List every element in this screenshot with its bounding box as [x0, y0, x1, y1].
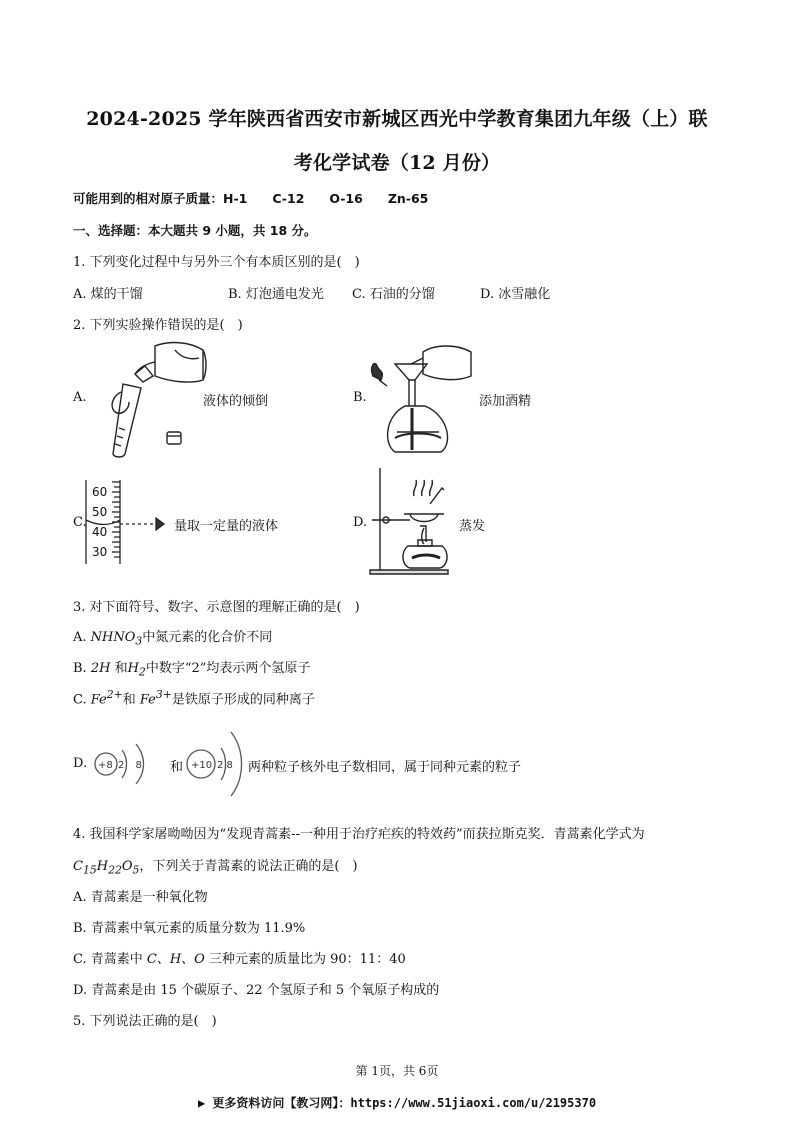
q3-c-fe3-charge: 3+: [155, 688, 172, 701]
q3-c-fe-2: Fe: [139, 692, 156, 708]
q3-option-a: [73, 626, 272, 648]
q4-stem-tail: ，下列关于青蒿素的说法正确的是( ): [139, 859, 358, 874]
particle2-nucleus: +10: [191, 760, 213, 771]
q4-option-b: B. 青蒿素中氧元素的质量分数为 11.9%: [73, 921, 306, 936]
q3-b-and: 和: [110, 661, 128, 676]
q2-d-caption: 蒸发: [459, 519, 486, 534]
q3-option-b: [73, 657, 310, 679]
particle1-shells: 2 8: [118, 760, 146, 771]
q4-c-elements: C、H、O: [146, 952, 205, 967]
q4-formula-h: H: [96, 859, 109, 874]
page-number: 第 1页，共 6页: [355, 1064, 439, 1078]
q3-d-text: 两种粒子核外电子数相同，属于同种元素的粒子: [248, 760, 522, 775]
q4-formula-o: O: [121, 859, 133, 874]
q4-c-text: 三种元素的质量比为 90：11：40: [204, 952, 406, 967]
q3-c-and: 和: [122, 692, 140, 708]
q1-option-a: A. 煤的干馏: [73, 287, 143, 302]
atomic-masses: 可能用到的相对原子质量：H-1 C-12 O-16 Zn-65: [73, 191, 429, 206]
q4-stem-line1: 4. 我国科学家屠呦呦因为“发现青蒿素--一种用于治疗疟疾的特效药”而获拉斯克奖．青蒿素化学式为: [73, 827, 645, 842]
q4-formula-o-sub: 5: [132, 863, 140, 877]
cylinder-tick-50: 50: [92, 505, 108, 519]
particle1-nucleus: +8: [98, 760, 113, 771]
q3-c-fe2-charge: 2+: [106, 688, 123, 701]
q4-formula-c-sub: 15: [82, 863, 97, 877]
q2-d-label: D.: [353, 515, 368, 530]
q3-a-formula: NHNO: [90, 630, 136, 645]
resource-link-bar[interactable]: ▶ 更多资料访问【教习网】：https://www.51jiaoxi.com/u/2195370: [197, 1096, 597, 1110]
q4-option-a: A. 青蒿素是一种氧化物: [73, 890, 208, 905]
liquid-pouring-figure: [95, 336, 215, 458]
particle-diagram-oxygen: [92, 736, 162, 792]
cylinder-tick-40: 40: [92, 525, 108, 539]
q3-a-text: 中氮元素的化合价不同: [142, 630, 273, 645]
q2-stem: 2. 下列实验操作错误的是( ): [73, 318, 243, 333]
q4-formula-h-sub: 22: [108, 863, 122, 877]
q1-option-d: D. 冰雪融化: [480, 287, 551, 302]
exam-title-line2: 考化学试卷（12 月份）: [293, 152, 501, 174]
q2-c-caption: 量取一定量的液体: [174, 519, 279, 534]
q3-b-prefix: B.: [73, 661, 91, 676]
q2-a-label: A.: [73, 390, 87, 405]
q3-c-prefix: C.: [73, 692, 91, 708]
q3-c-fe: Fe: [90, 692, 107, 708]
particle-diagram-neon: [183, 722, 251, 802]
q5-stem: 5. 下列说法正确的是( ): [73, 1014, 217, 1029]
q4-option-d: D. 青蒿素是由 15 个碳原子、22 个氢原子和 5 个氧原子构成的: [73, 983, 440, 998]
q3-a-subscript: 3: [135, 634, 143, 648]
q3-b-h2: H: [127, 661, 139, 676]
q3-b-2h: 2H: [90, 661, 111, 676]
section-heading: 一、选择题：本大题共 9 小题，共 18 分。: [73, 223, 317, 238]
q3-b-h2-sub: 2: [138, 665, 146, 679]
cylinder-tick-30: 30: [92, 545, 108, 559]
q3-a-prefix: A.: [73, 630, 91, 645]
add-alcohol-figure: [365, 336, 485, 458]
q4-formula-c: C: [73, 859, 83, 874]
q2-b-caption: 添加酒精: [479, 394, 532, 409]
q4-option-c: [73, 948, 406, 967]
q3-c-text: 是铁原子形成的同种离子: [171, 692, 315, 708]
q2-b-label: B.: [353, 390, 367, 405]
q1-option-c: C. 石油的分馏: [352, 287, 435, 302]
graduated-cylinder-figure: [84, 478, 176, 564]
q3-b-text: 中数字“2”均表示两个氢原子: [145, 661, 311, 676]
q3-option-c: [73, 688, 315, 707]
q2-a-caption: 液体的倾倒: [203, 394, 269, 409]
exam-title-line1: 2024-2025 学年陕西省西安市新城区西光中学教育集团九年级（上）联: [86, 108, 708, 130]
particle2-shells: 2 8: [217, 760, 233, 771]
q1-option-b: B. 灯泡通电发光: [228, 287, 324, 302]
q2-c-label: C.: [73, 515, 87, 530]
q3-d-and: 和: [170, 760, 184, 775]
q3-d-label: D.: [73, 756, 88, 771]
q1-stem: 1. 下列变化过程中与另外三个有本质区别的是( ): [73, 255, 360, 270]
cylinder-tick-60: 60: [92, 485, 108, 499]
q4-stem-line2: [73, 855, 358, 877]
evaporation-figure: [366, 466, 456, 578]
q3-stem: 3. 对下面符号、数字、示意图的理解正确的是( ): [73, 600, 360, 615]
q4-c-prefix: C. 青蒿素中: [73, 952, 147, 967]
